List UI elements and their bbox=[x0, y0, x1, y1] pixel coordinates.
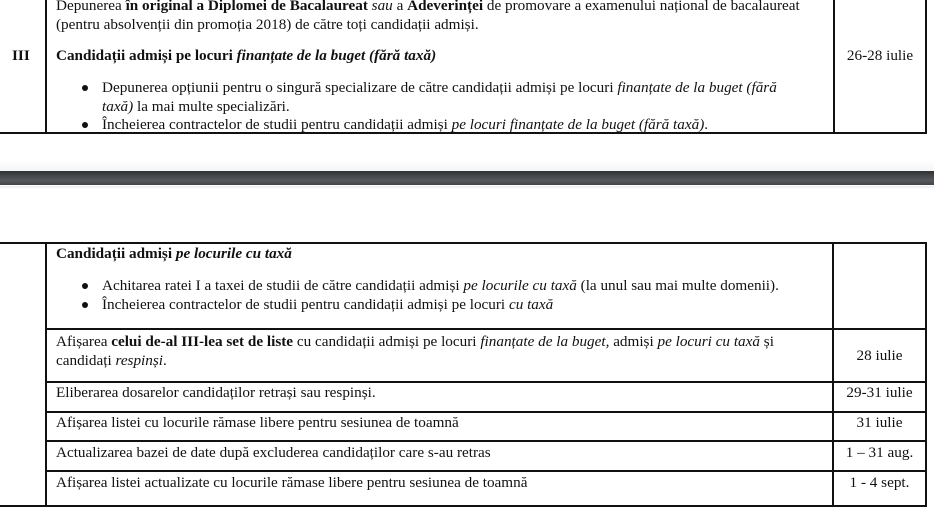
intro-bold-diploma: în original a Diplomei de Bacalaureat bbox=[125, 0, 368, 14]
date-cell: 28 iulie bbox=[856, 347, 903, 364]
row-text: admiși bbox=[609, 333, 658, 350]
section-title-taxa bbox=[56, 244, 292, 263]
date-cell: 29-31 iulie bbox=[846, 384, 913, 401]
row-text: Afișarea bbox=[56, 333, 112, 350]
row-divider bbox=[45, 440, 927, 442]
row-italic: finanțate de la buget, bbox=[480, 333, 610, 350]
page-separator-shadow bbox=[0, 186, 934, 189]
bullet-italic: finanțate de la buget (fără bbox=[617, 79, 777, 96]
bullet-text: . bbox=[704, 116, 709, 133]
intro-bold-adeverinta: Adeverinței bbox=[407, 0, 484, 14]
bullet-icon bbox=[82, 283, 88, 289]
intro-mid: a bbox=[392, 0, 408, 14]
row-divider bbox=[45, 470, 927, 472]
bullet-1 bbox=[102, 276, 779, 295]
row-locuri-libere: Afișarea listei cu locurile rămase libere pentru sesiunea de toamnă bbox=[56, 414, 459, 431]
section-title-bold: Candidații admiși bbox=[56, 245, 176, 262]
row-actualizare-baza-date: Actualizarea bazei de date după excluderea candidaților care s-au retras bbox=[56, 444, 491, 461]
row-text: și bbox=[759, 333, 774, 350]
bullet-2 bbox=[102, 115, 708, 134]
row-italic: respinși bbox=[115, 352, 164, 369]
intro-suffix: de promovare a examenului național de bacalaureat bbox=[483, 0, 800, 14]
bullet-italic: cu taxă bbox=[508, 296, 554, 313]
bullet-icon bbox=[82, 85, 88, 91]
bullet-2 bbox=[102, 295, 553, 314]
bottom-table-right-border bbox=[925, 242, 927, 507]
bullet-icon bbox=[82, 122, 88, 128]
bullet-italic: taxă) bbox=[102, 98, 134, 115]
bullet-text: Încheierea contractelor de studii pentru candidații admiși bbox=[102, 116, 452, 133]
bullet-1-line-2 bbox=[102, 97, 290, 116]
row-third-list-line-2 bbox=[56, 351, 167, 370]
bullet-text: la mai multe specializări. bbox=[133, 98, 290, 115]
row-text: candidați bbox=[56, 352, 116, 369]
date-cell: 31 iulie bbox=[856, 414, 903, 431]
intro-line-2: (pentru absolvenții din promoția 2018) de către toți candidații admiși. bbox=[56, 16, 479, 33]
row-lista-actualizata: Afișarea listei actualizate cu locurile rămase libere pentru sesiunea de toamnă bbox=[56, 474, 528, 491]
section-title-buget bbox=[56, 46, 436, 65]
bullet-icon bbox=[82, 302, 88, 308]
section-title-italic: pe locurile cu taxă bbox=[175, 245, 292, 262]
date-cell: 1 – 31 aug. bbox=[845, 444, 914, 461]
date-cell: 26-28 iulie bbox=[846, 47, 914, 64]
bullet-text: Depunerea opțiunii pentru o singură specializare de către candidații admiși pe locuri bbox=[102, 79, 618, 96]
bottom-table-date-col-border bbox=[832, 242, 834, 507]
row-text: . bbox=[163, 352, 167, 369]
top-table-right-border bbox=[925, 0, 927, 134]
section-title-bold: Candidații admiși pe locuri bbox=[56, 47, 237, 64]
row-text: cu candidații admiși pe locuri bbox=[293, 333, 481, 350]
intro-prefix: Depunerea bbox=[56, 0, 126, 14]
bullet-1-line-1 bbox=[102, 78, 777, 97]
bullet-text: Achitarea ratei I a taxei de studii de către candidații admiși bbox=[102, 277, 464, 294]
row-eliberare-dosare: Eliberarea dosarelor candidaților retrași sau respinși. bbox=[56, 384, 376, 401]
page-gap bbox=[0, 160, 934, 171]
top-table-date-col-border bbox=[833, 0, 835, 134]
bullet-text: (la unul sau mai multe domenii). bbox=[576, 277, 779, 294]
row-divider bbox=[45, 328, 927, 330]
intro-italic-sau: sau bbox=[371, 0, 393, 14]
bullet-italic: pe locuri finanțate de la buget (fără taxă) bbox=[451, 116, 705, 133]
top-table-left-col-border bbox=[45, 0, 47, 134]
page-separator-bar bbox=[0, 171, 934, 185]
section-title-italic: finanțate de la buget (fără taxă) bbox=[236, 47, 437, 64]
bottom-table-bottom-border bbox=[0, 505, 927, 507]
intro-line-1 bbox=[56, 0, 800, 15]
bullet-text: Încheierea contractelor de studii pentru candidații admiși pe locuri bbox=[102, 296, 509, 313]
date-cell: 1 - 4 sept. bbox=[849, 474, 910, 491]
bullet-italic: pe locurile cu taxă bbox=[463, 277, 577, 294]
row-third-list-line-1 bbox=[56, 332, 774, 351]
row-italic: pe locuri cu taxă bbox=[657, 333, 760, 350]
bottom-table-left-col-border bbox=[45, 242, 47, 507]
row-bold: celui de-al III-lea set de liste bbox=[111, 333, 294, 350]
row-number: III bbox=[12, 47, 30, 64]
